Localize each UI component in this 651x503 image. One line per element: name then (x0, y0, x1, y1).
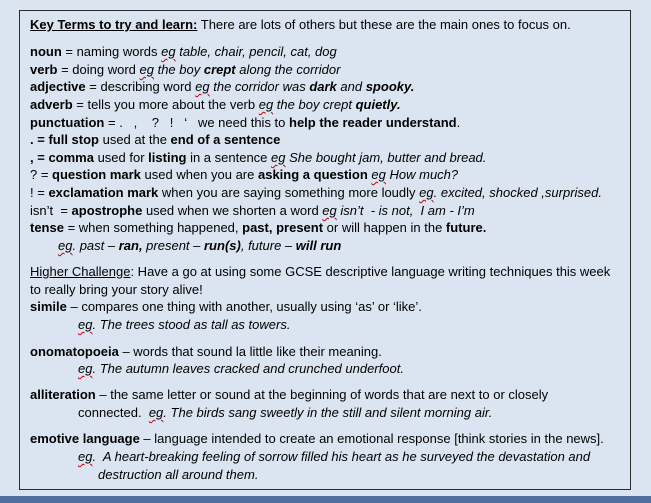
exclamation-def: when you are saying something more loudly (158, 185, 420, 200)
tense-line (30, 219, 486, 236)
tense-def2: or will happen in the (323, 220, 446, 235)
full-stop-line (30, 131, 280, 148)
emotive-example2: destruction all around them. (98, 467, 259, 482)
apostrophe-example: isn’t - is not, I am - I’m (336, 203, 475, 218)
tense-example-will-run: will run (295, 238, 342, 253)
verb-term: verb (30, 62, 58, 77)
exclamation-line (30, 184, 602, 201)
adjective-example: the corridor was (209, 79, 310, 94)
adjective-example-bold: dark (309, 79, 337, 94)
tense-example-past: . past – (72, 238, 119, 253)
onomatopoeia-example-line (78, 360, 404, 377)
adjective-example-mid: and (336, 79, 366, 94)
adjective-line (30, 78, 414, 95)
eg-label: eg (419, 185, 434, 200)
question-def: used when you are (140, 167, 258, 182)
eg-label: eg (271, 150, 286, 165)
emotive-line (30, 430, 604, 447)
higher-challenge-heading: Higher Challenge (30, 264, 131, 279)
simile-example: . The trees stood as tall as towers. (92, 317, 291, 332)
apostrophe-symbol: isn’t = (30, 203, 72, 218)
higher-challenge-intro: : Have a go at using some GCSE descriptive language writing techniques this week (130, 264, 611, 279)
tense-example-ran: ran, (118, 238, 143, 253)
eg-label: eg (195, 79, 210, 94)
verb-example-bold: crept (203, 62, 236, 77)
verb-example-end: along the corridor (235, 62, 341, 77)
eg-label: eg (258, 97, 274, 112)
emotive-term: emotive language (30, 431, 140, 446)
higher-challenge-line2 (30, 281, 203, 298)
alliteration-def2: connected. (78, 405, 149, 420)
comma-line (30, 149, 486, 166)
apostrophe-term: apostrophe (71, 203, 143, 218)
comma-term: comma (48, 150, 94, 165)
adverb-line (30, 96, 401, 113)
tense-bold: past, present (242, 220, 324, 235)
comma-example: She bought jam, butter and bread. (285, 150, 487, 165)
comma-def: used for (93, 150, 149, 165)
eg-label: eg (58, 238, 73, 253)
question-bold: asking a question (257, 167, 368, 182)
emotive-example-line (78, 448, 590, 465)
tense-term: tense (30, 220, 64, 235)
tense-example-present: present – (142, 238, 204, 253)
question-symbol: ? = (30, 167, 53, 182)
question-term: question mark (52, 167, 141, 182)
eg-label: eg (78, 361, 93, 376)
comma-symbol: , = (30, 150, 49, 165)
noun-def: = naming words (61, 44, 162, 59)
adverb-example-bold: quietly. (355, 97, 401, 112)
onomatopoeia-example: . The autumn leaves cracked and crunched underfoot. (92, 361, 404, 376)
full-stop-def: used at the (98, 132, 171, 147)
verb-example: the boy (153, 62, 204, 77)
punctuation-end: . (456, 115, 461, 130)
question-example: How much? (385, 167, 459, 182)
alliteration-term: alliteration (30, 387, 96, 402)
full-stop-symbol: . = (30, 132, 49, 147)
key-terms-intro: There are lots of others but these are the main ones to focus on. (197, 17, 571, 32)
exclamation-term: exclamation mark (48, 185, 159, 200)
adverb-example: the boy crept (273, 97, 356, 112)
exclamation-symbol: ! = (30, 185, 49, 200)
adjective-example-bold2: spooky. (365, 79, 415, 94)
tense-bold2: future. (445, 220, 487, 235)
simile-term: simile (30, 299, 67, 314)
eg-label: eg (161, 44, 176, 59)
punctuation-bold: help the reader understand (289, 115, 457, 130)
emotive-example-line2 (98, 466, 258, 483)
adverb-def: = tells you more about the verb (72, 97, 259, 112)
comma-bold: listing (148, 150, 187, 165)
simile-line (30, 298, 422, 315)
eg-label: eg (371, 167, 386, 182)
alliteration-line (30, 386, 548, 403)
noun-example: table, chair, pencil, cat, dog (175, 44, 337, 59)
bottom-strip (0, 496, 651, 503)
apostrophe-line (30, 202, 475, 219)
verb-def: = doing word (57, 62, 140, 77)
exclamation-example: . excited, shocked ,surprised. (433, 185, 602, 200)
eg-label: eg (322, 203, 337, 218)
eg-label: eg (139, 62, 154, 77)
full-stop-term: full stop (48, 132, 99, 147)
tense-example-future: , future – (240, 238, 296, 253)
onomatopoeia-line (30, 343, 382, 360)
verb-line (30, 61, 340, 78)
apostrophe-def: used when we shorten a word (142, 203, 323, 218)
punctuation-term: punctuation (30, 115, 105, 130)
higher-challenge-line (30, 263, 610, 280)
emotive-def: – language intended to create an emotional response [think stories in the news]. (139, 431, 604, 446)
alliteration-def: – the same letter or sound at the beginning of words that are next to or closely (95, 387, 549, 402)
key-terms-heading-line (30, 16, 571, 33)
tense-example-run: run(s) (204, 238, 241, 253)
higher-challenge-intro2: to really bring your story alive! (30, 282, 203, 297)
eg-label: eg (78, 317, 93, 332)
simile-example-line (78, 316, 290, 333)
punctuation-def: = . , ? ! ‘ we need this to (104, 115, 290, 130)
noun-line (30, 43, 337, 60)
onomatopoeia-term: onomatopoeia (30, 344, 119, 359)
adjective-term: adjective (30, 79, 86, 94)
tense-def: = when something happened, (63, 220, 243, 235)
question-line (30, 166, 458, 183)
tense-example-line (58, 237, 341, 254)
eg-label: eg (78, 449, 93, 464)
noun-term: noun (30, 44, 62, 59)
alliteration-example-line (78, 404, 492, 421)
full-stop-bold: end of a sentence (170, 132, 281, 147)
eg-label: eg (148, 405, 164, 420)
adverb-term: adverb (30, 97, 73, 112)
adjective-def: = describing word (85, 79, 196, 94)
comma-def2: in a sentence (186, 150, 272, 165)
simile-def: – compares one thing with another, usually using ‘as’ or ‘like’. (66, 299, 422, 314)
key-terms-heading: Key Terms to try and learn: (30, 17, 198, 32)
punctuation-line (30, 114, 460, 131)
emotive-example: . A heart-breaking feeling of sorrow filled his heart as he surveyed the devastation and (92, 449, 591, 464)
onomatopoeia-def: – words that sound la little like their meaning. (118, 344, 382, 359)
alliteration-example: . The birds sang sweetly in the still and silent morning air. (163, 405, 493, 420)
